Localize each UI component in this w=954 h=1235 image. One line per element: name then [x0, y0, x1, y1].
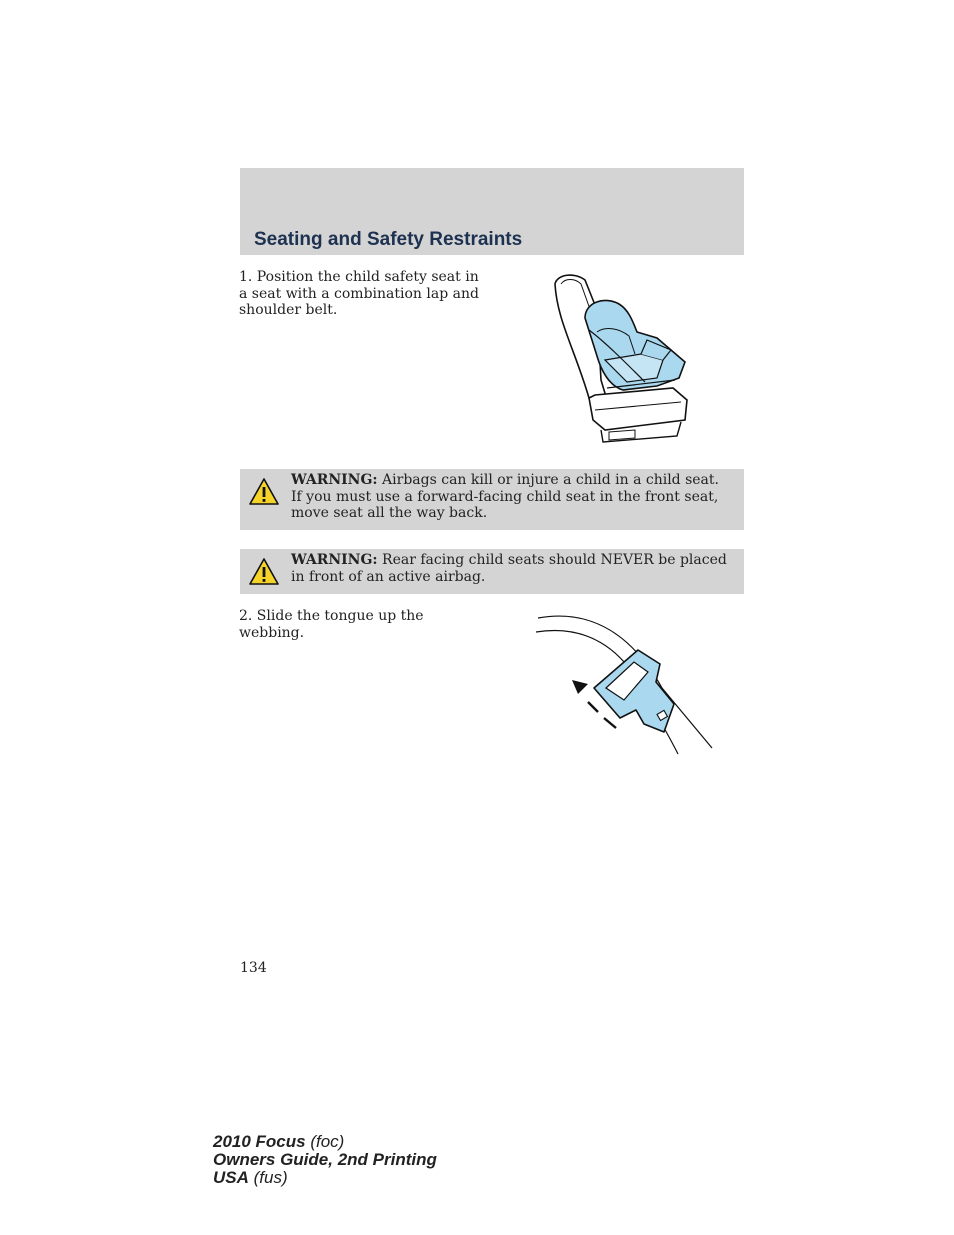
warning-label: WARNING: — [291, 472, 378, 488]
warning-triangle-icon — [248, 477, 280, 507]
warning-text: Airbags can kill or injure a child in a child seat. If you must use a forward-facing child seat in the front seat, move seat all the way back. — [291, 472, 719, 521]
warning-triangle-icon — [248, 557, 280, 587]
section-header-band — [240, 168, 744, 255]
step-2-text: 2. Slide the tongue up the webbing. — [239, 608, 424, 641]
page-number: 134 — [240, 960, 267, 976]
footer-region-code: (fus) — [248, 1168, 288, 1187]
step-1-text: 1. Position the child safety seat in a seat with a combination lap and shoulder belt. — [239, 269, 479, 318]
child-seat-illustration-icon — [545, 270, 695, 448]
footer-guide-edition: Owners Guide, 2nd Printing — [213, 1150, 437, 1169]
belt-tongue-illustration-icon — [534, 608, 716, 758]
warning-text: Rear facing child seats should NEVER be placed in front of an active airbag. — [291, 552, 727, 585]
warning-box-airbag-child-seat — [240, 469, 744, 530]
warning-label: WARNING: — [291, 552, 378, 568]
footer-region: USA — [213, 1168, 249, 1187]
footer-print-info — [213, 1133, 437, 1187]
footer-model-code: (foc) — [305, 1132, 345, 1151]
footer-model: 2010 Focus — [213, 1132, 306, 1151]
section-title: Seating and Safety Restraints — [254, 229, 523, 250]
warning-box-rear-facing — [240, 549, 744, 594]
